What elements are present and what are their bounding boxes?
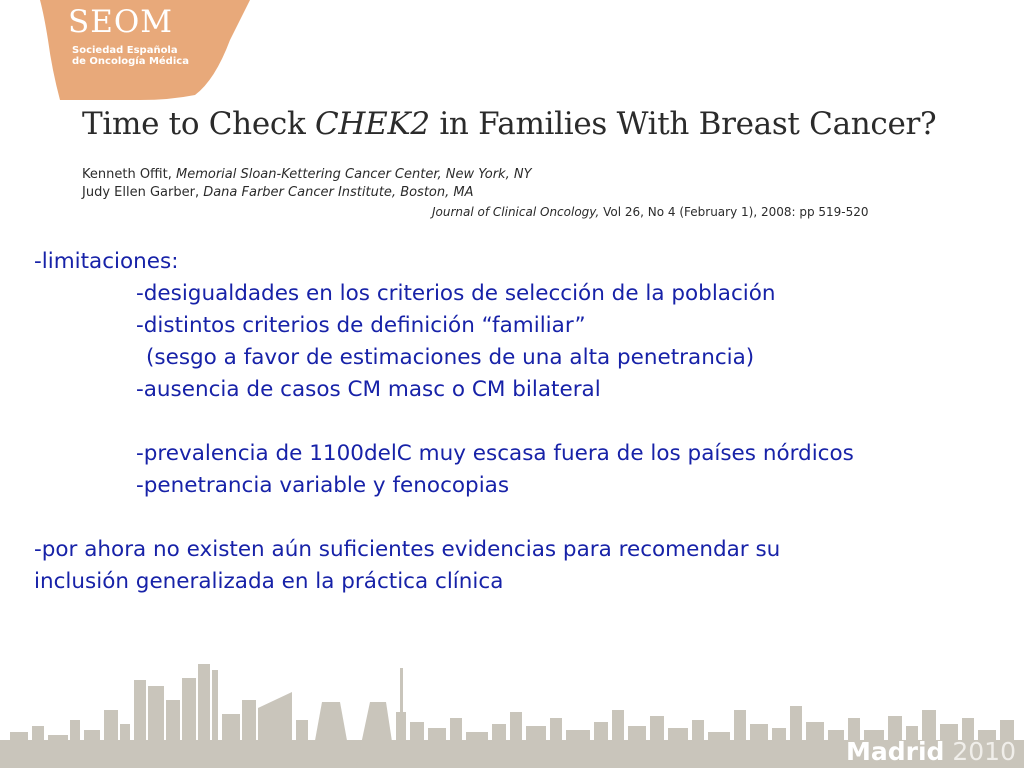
limitation-item: -distintos criterios de definición “familiar” [136,313,586,338]
logo-subtitle-line2: de Oncología Médica [72,56,189,67]
slide-body [34,246,854,598]
author-institution: Memorial Sloan-Kettering Cancer Center, New York, NY [175,167,532,182]
author-line [82,166,532,184]
event-city: Madrid [845,737,945,766]
event-label [846,737,1016,766]
article-title-gene: CHEK2 [315,106,430,142]
article-title-part2: in Families With Breast Cancer? [429,106,937,142]
article-authors [82,166,532,202]
conclusion-line: -por ahora no existen aún suficientes evidencias para recomendar su [34,537,781,562]
journal-details: Vol 26, No 4 (February 1), 2008: pp 519-520 [599,205,869,219]
author-name: Judy Ellen Garber, [82,185,204,200]
author-name: Kenneth Offit, [82,167,176,182]
journal-name: Journal of Clinical Oncology, [432,205,600,219]
journal-citation [432,205,869,219]
spacer [34,502,854,534]
article-title [82,106,936,142]
limitation-item: -ausencia de casos CM masc o CM bilateral [136,377,601,402]
conclusion-line: inclusión generalizada en la práctica clínica [34,569,504,594]
author-institution: Dana Farber Cancer Institute, Boston, MA [203,185,474,200]
limitations-heading: -limitaciones: [34,249,179,274]
limitation-item: (sesgo a favor de estimaciones de una alta penetrancia) [146,345,755,370]
limitation-item: -desigualdades en los criterios de selección de la población [136,281,776,306]
logo-subtitle-line1: Sociedad Española [72,45,178,56]
finding-item: -penetrancia variable y fenocopias [136,473,510,498]
logo-subtitle [72,45,189,67]
author-line [82,184,532,202]
finding-item: -prevalencia de 1100delC muy escasa fuera de los países nórdicos [136,441,854,466]
article-title-part1: Time to Check [82,106,315,142]
logo-name: SEOM [68,4,174,40]
event-year: 2010 [952,737,1016,766]
seom-logo [0,0,260,110]
spacer [34,406,854,438]
